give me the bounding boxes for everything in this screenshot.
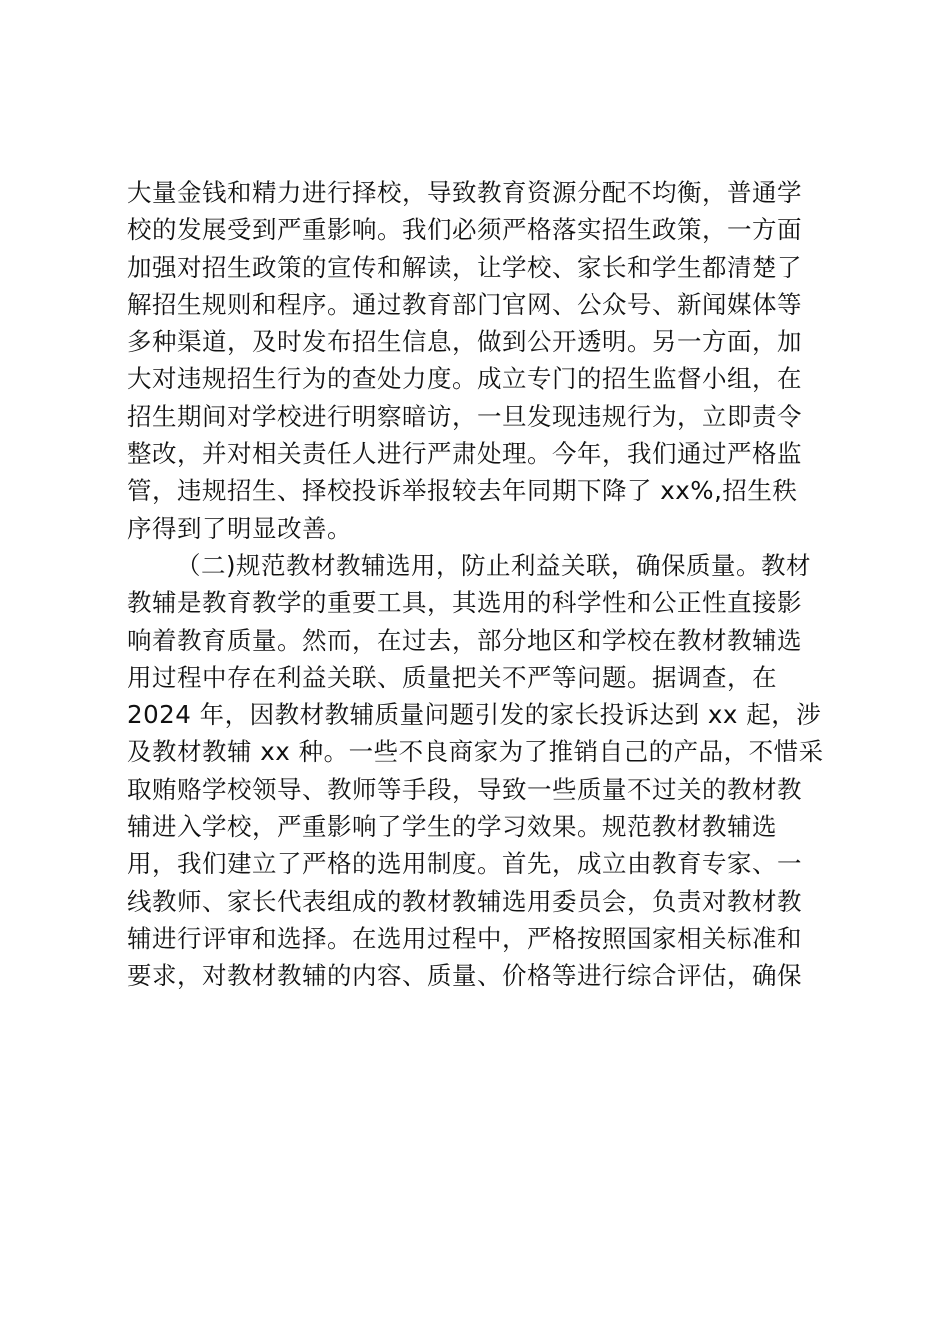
text-line: 多种渠道，及时发布招生信息，做到公开透明。另一方面，加 [127,327,802,357]
text-line: 招生期间对学校进行明察暗访，一旦发现违规行为，立即责令 [127,401,802,431]
text-line: 辅进行评审和选择。在选用过程中，严格按照国家相关标准和 [127,923,802,953]
text-line: 用过程中存在利益关联、质量把关不严等问题。据调查，在 [127,662,777,692]
text-line: 校的发展受到严重影响。我们必须严格落实招生政策，一方面 [127,215,802,245]
text-line: 用，我们建立了严格的选用制度。首先，成立由教育专家、一 [127,849,802,879]
body-text [127,174,839,995]
text-line: 要求，对教材教辅的内容、质量、价格等进行综合评估，确保 [127,961,802,991]
text-line: 线教师、家长代表组成的教材教辅选用委员会，负责对教材教 [127,886,802,916]
section-heading-line: （二)规范教材教辅选用，防止利益关联，确保质量。教材 [176,550,812,580]
text-line: 解招生规则和程序。通过教育部门官网、公众号、新闻媒体等 [127,289,802,319]
text-line: 及教材教辅 xx 种。一些不良商家为了推销自己的产品，不惜采 [127,737,824,767]
text-line: 2024 年，因教材教辅质量问题引发的家长投诉达到 xx 起，涉 [127,700,822,730]
text-line: 响着教育质量。然而，在过去，部分地区和学校在教材教辅选 [127,625,802,655]
text-line: 加强对招生政策的宣传和解读，让学校、家长和学生都清楚了 [127,252,802,282]
text-line: 教辅是教育教学的重要工具，其选用的科学性和公正性直接影 [127,588,802,618]
text-line: 辅进入学校，严重影响了学生的学习效果。规范教材教辅选 [127,812,777,842]
text-line: 大量金钱和精力进行择校，导致教育资源分配不均衡，普通学 [127,178,802,207]
text-line: 管，违规招生、择校投诉举报较去年同期下降了 xx%,招生秩 [127,476,798,506]
text-line: 大对违规招生行为的查处力度。成立专门的招生监督小组，在 [127,364,802,394]
text-line: 整改，并对相关责任人进行严肃处理。今年，我们通过严格监 [127,439,802,469]
text-line: 序得到了明显改善。 [127,513,352,543]
text-line: 取贿赂学校领导、教师等手段，导致一些质量不过关的教材教 [127,774,802,804]
